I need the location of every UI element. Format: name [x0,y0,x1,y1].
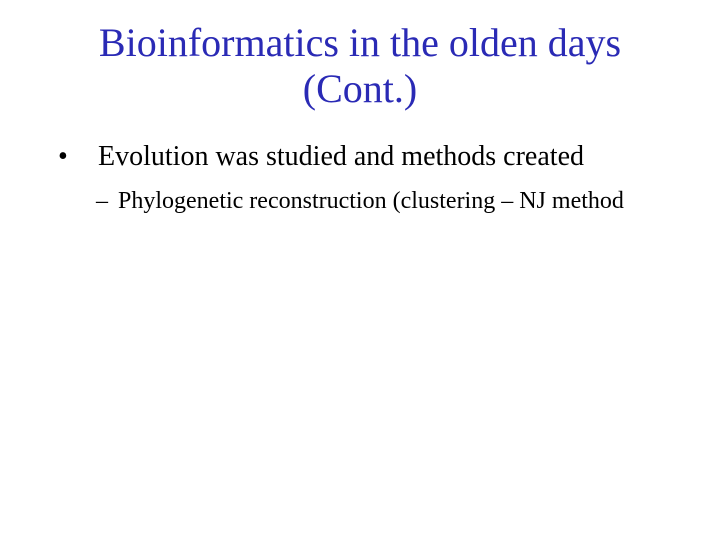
slide-title-line-1: Bioinformatics in the olden days [98,20,622,65]
bullet-text: Evolution was studied and methods created [98,141,584,172]
sub-bullet-marker: – [96,188,108,214]
sub-bullet-text: Phylogenetic reconstruction (clustering – NJ method [118,188,624,214]
slide-title-line-2: (Cont.) [302,66,418,111]
bullet-marker: • [58,141,68,172]
slide-title [36,20,684,112]
